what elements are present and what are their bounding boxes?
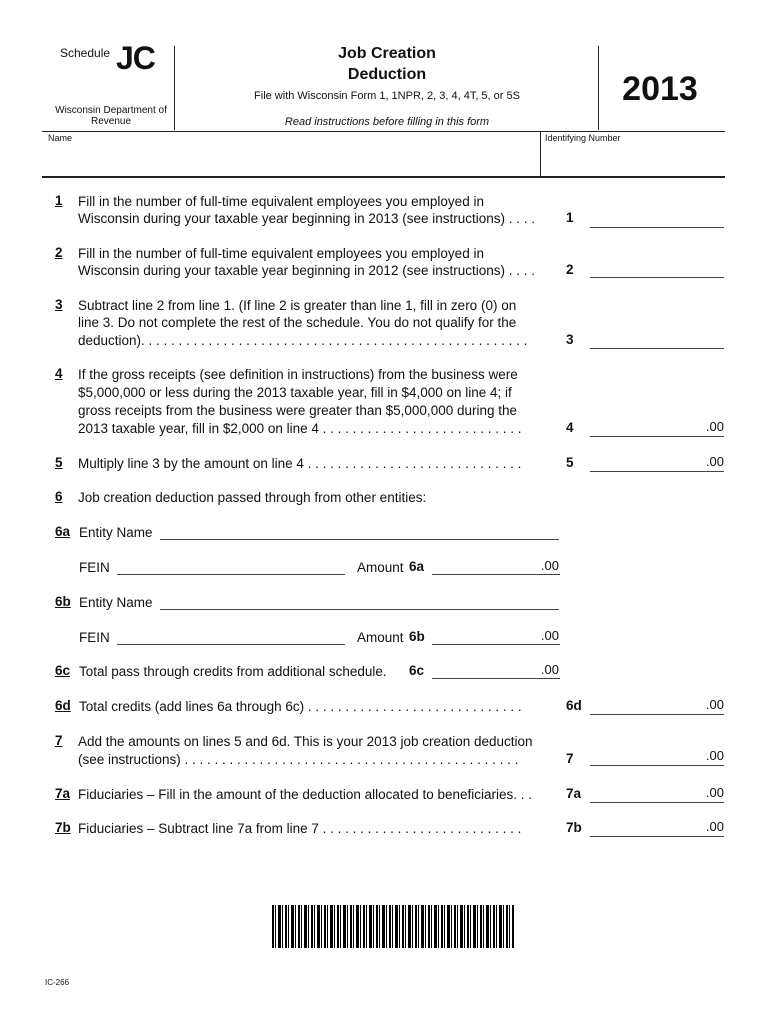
line-6b-entity-input[interactable] [160,609,559,610]
line-3-text-3: deduction). . . . . . . . . . . . . . . . . . . . . . . . . . . . . . . . . . . . . . . . . . . . . . . . . . . . [78,333,528,348]
line-2-text-2: Wisconsin during your taxable year beginning in 2012 (see instructions) . . . . [78,263,535,278]
line-7-text-2: (see instructions) . . . . . . . . . . . . . . . . . . . . . . . . . . . . . . . . . . . . . . . . . . . . . [78,752,519,767]
line-3-input[interactable] [590,348,724,349]
line-5-text-1: Multiply line 3 by the amount on line 4 . . . . . . . . . . . . . . . . . . . . . . . . . . . . . [78,456,522,471]
instructions-note: Read instructions before filling in this form [284,116,490,128]
line-6a-amount-label: Amount [357,560,404,575]
line-6a-entity-label: Entity Name [79,525,153,540]
line-6b-amount-cents: .00 [540,628,559,643]
line-6c-amount-input[interactable] [432,678,560,679]
line-6c-amount-cents: .00 [540,662,559,677]
department: Wisconsin Department of Revenue [55,105,167,127]
name-field[interactable] [42,131,540,176]
line-1-input[interactable] [590,227,724,228]
line-6d-text-1: Total credits (add lines 6a through 6c) . . . . . . . . . . . . . . . . . . . . . . . . . . . . . [79,699,522,714]
file-with-text: File with Wisconsin Form 1, 1NPR, 2, 3, 4, 4T, 5, or 5S [254,90,520,102]
line-7-text-1: Add the amounts on lines 5 and 6d. This is your 2013 job creation deduction [78,734,533,749]
line-2-number: 2 [55,245,63,260]
line-6a-entity-input[interactable] [160,539,559,540]
line-7b-amount-cents: .00 [705,819,724,834]
line-4-number: 4 [55,366,63,381]
line-7b-input[interactable] [590,836,724,837]
line-6b-amount-label: Amount [357,630,404,645]
line-1-text-1: Fill in the number of full-time equivalent employees you employed in [78,194,484,209]
header-divider-right [598,46,599,130]
line-4-text-4: 2013 taxable year, fill in $2,000 on line 4 . . . . . . . . . . . . . . . . . . . . . . . . . . . [78,421,522,436]
line-1-label: 1 [566,210,574,225]
line-5-number: 5 [55,455,63,470]
line-7a-number: 7a [55,786,71,801]
line-6b-amount-code: 6b [409,629,425,644]
line-6-text-1: Job creation deduction passed through from other entities: [78,490,427,505]
line-6b-entity-label: Entity Name [79,595,153,610]
line-6a-fein-input[interactable] [117,574,345,575]
line-5-input[interactable] [590,471,724,472]
line-4-label: 4 [566,420,574,435]
line-6a-amount-code: 6a [409,559,425,574]
line-3-text-2: line 3. Do not complete the rest of the schedule. You do not qualify for the [78,315,517,330]
form-title-line1: Job Creation [338,45,436,62]
line-6b-amount-input[interactable] [432,644,560,645]
line-7-number: 7 [55,733,63,748]
schedule-word: Schedule [60,46,111,60]
line-1-text-2: Wisconsin during your taxable year beginning in 2013 (see instructions) . . . . [78,211,535,226]
line-4-text-2: $5,000,000 or less during the 2013 taxable year, fill in $4,000 on line 4; if [78,385,512,400]
line-6a-number: 6a [55,524,71,539]
line-1-number: 1 [55,193,63,208]
line-2-label: 2 [566,262,574,277]
line-7b-number: 7b [55,820,71,835]
name-row-bottom-rule [42,176,725,178]
line-7a-input[interactable] [590,802,724,803]
line-6a-amount-input[interactable] [432,574,560,575]
barcode [272,905,514,948]
line-4-text-3: gross receipts from the business were greater than $5,000,000 during the [78,403,518,418]
line-7a-label: 7a [566,786,582,801]
id-label: Identifying Number [545,133,621,143]
line-7b-text-1: Fiduciaries – Subtract line 7a from line 7 . . . . . . . . . . . . . . . . . . . . . . . . . . . [78,821,522,836]
name-label: Name [48,133,73,143]
line-6a-amount-cents: .00 [540,558,559,573]
line-6d-input[interactable] [590,714,724,715]
line-7-input[interactable] [590,765,724,766]
line-2-input[interactable] [590,277,724,278]
line-3-label: 3 [566,332,574,347]
identifying-number-field[interactable] [541,131,725,176]
line-3-number: 3 [55,297,63,312]
form-title-line2: Deduction [347,66,427,83]
line-7-amount-cents: .00 [705,748,724,763]
line-3-text-1: Subtract line 2 from line 1. (If line 2 is greater than line 1, fill in zero (0) on [78,298,517,313]
line-4-amount-cents: .00 [705,419,724,434]
line-6d-number: 6d [55,698,71,713]
line-6a-fein-label: FEIN [79,560,110,575]
tax-year: 2013 [622,70,698,108]
line-6b-number: 6b [55,594,71,609]
line-7-label: 7 [566,751,574,766]
form-code: IC-266 [45,978,70,987]
line-7a-text-1: Fiduciaries – Fill in the amount of the deduction allocated to beneficiaries. . . [78,787,533,802]
line-6d-label: 6d [566,698,582,713]
line-6b-fein-input[interactable] [117,644,345,645]
line-4-text-1: If the gross receipts (see definition in instructions) from the business were [78,367,518,382]
line-6d-amount-cents: .00 [705,697,724,712]
line-6c-label: 6c [409,663,425,678]
line-5-amount-cents: .00 [705,454,724,469]
line-2-text-1: Fill in the number of full-time equivalent employees you employed in [78,246,484,261]
line-7a-amount-cents: .00 [705,785,724,800]
line-6c-text-1: Total pass through credits from additional schedule. [79,664,387,679]
line-6c-number: 6c [55,663,71,678]
line-6-number: 6 [55,489,63,504]
line-6b-fein-label: FEIN [79,630,110,645]
line-7b-label: 7b [566,820,582,835]
line-4-input[interactable] [590,436,724,437]
schedule-code: JC [116,40,155,76]
line-5-label: 5 [566,455,574,470]
